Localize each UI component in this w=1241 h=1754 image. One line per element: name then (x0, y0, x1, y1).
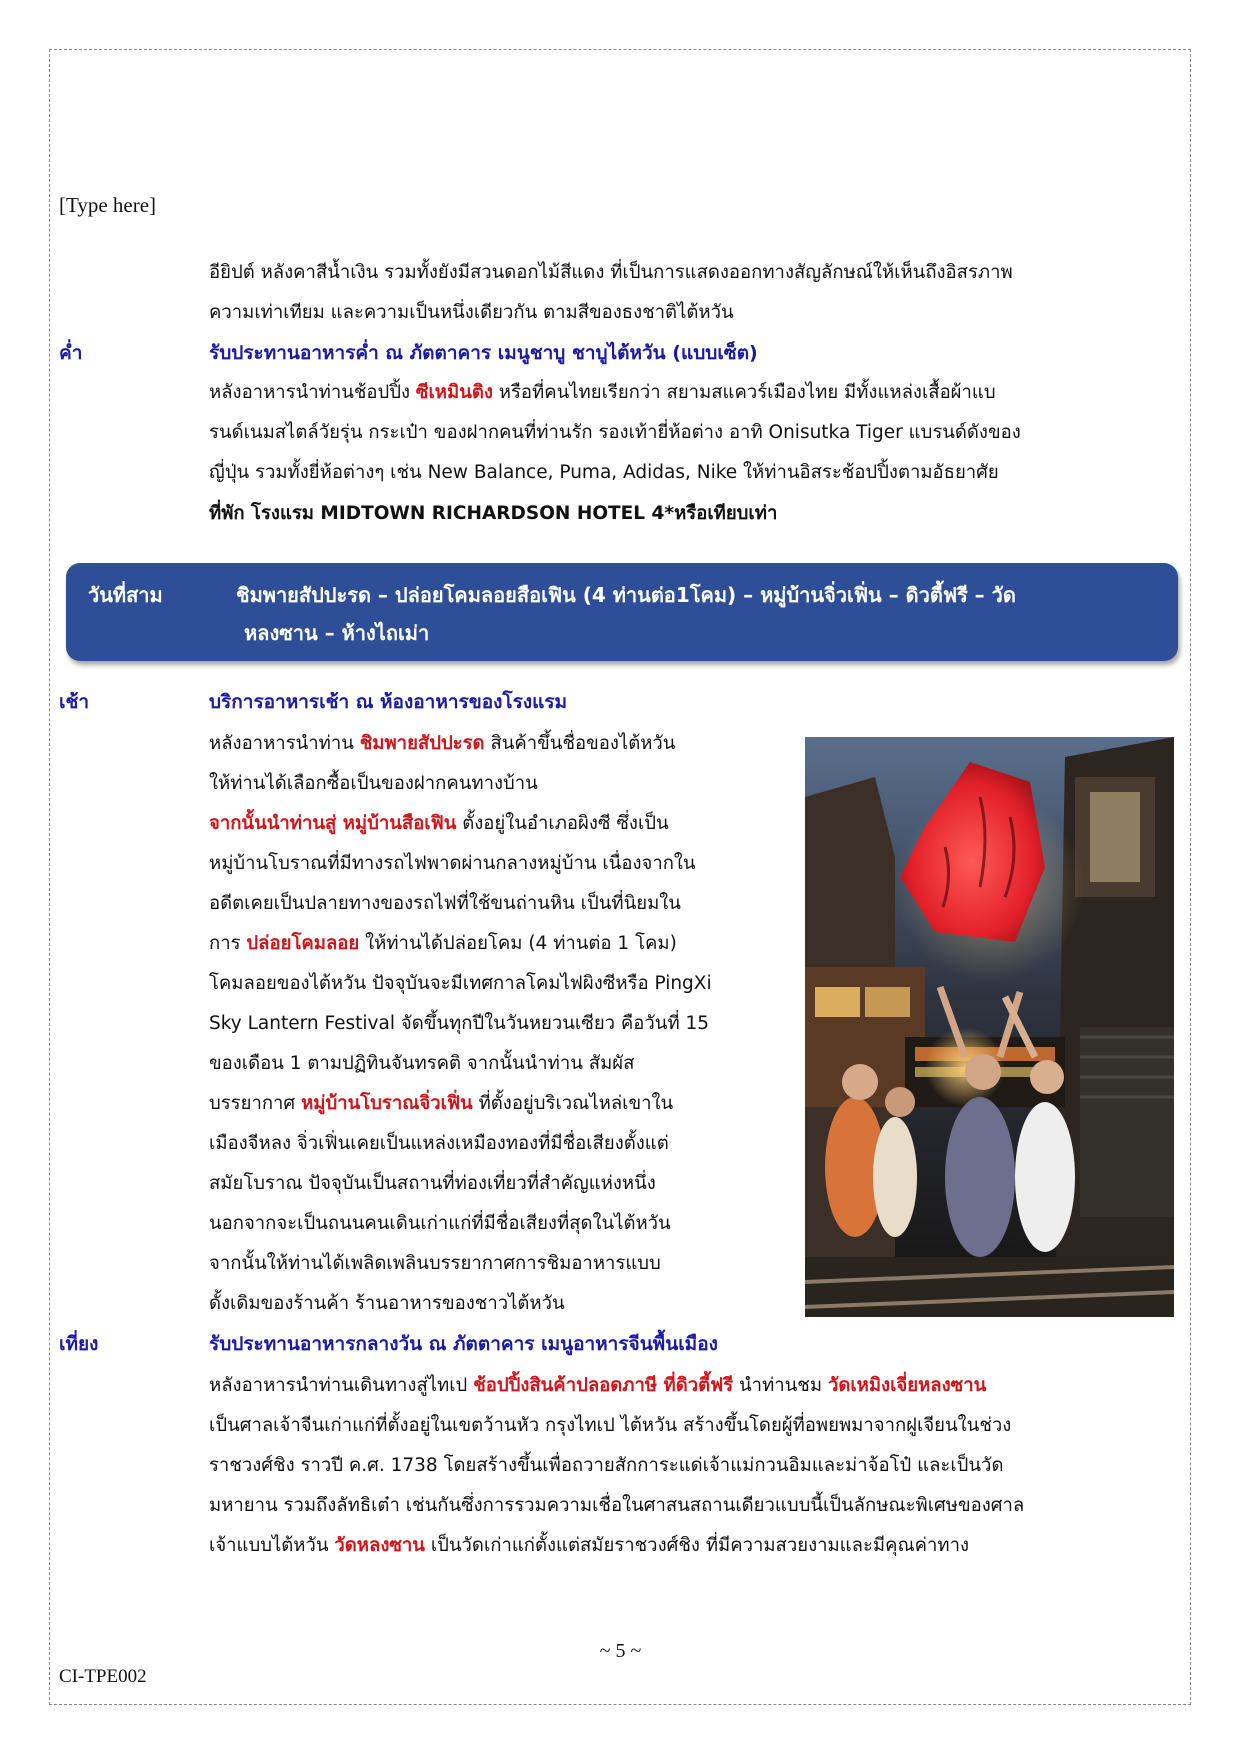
lunch-title: รับประทานอาหารกลางวัน ณ ภัตตาคาร เมนูอาหารจีนพื้นเมือง (209, 1333, 718, 1355)
day3-title-line-2: หลงซาน – ห้างไถเม่า (244, 621, 430, 645)
page-number: ~ 5 ~ (599, 1640, 642, 1662)
day3-title-line-1: ชิมพายสัปปะรด – ปล่อยโคมลอยสือเฟิน (4 ท่านต่อ1โคม) – หมู่บ้านจิ่วเฟิ่น – ดิวตี้ฟรี – วัด (236, 583, 1016, 607)
breakfast-line-15: ดั้งเดิมของร้านค้า ร้านอาหารของชาวไต้หวัน (209, 1293, 565, 1314)
lunch-line-4: มหายาน รวมถึงลัทธิเต๋า เช่นกันซึ่งการรวมความเชื่อในศาสนสถานเดียวแบบนี้เป็นลักษณะพิเศษของศาล (209, 1495, 1025, 1516)
sky-lantern-photo (805, 737, 1174, 1317)
breakfast-line-6: การ ปล่อยโคมลอย ให้ท่านได้ปล่อยโคม (4 ท่านต่อ 1 โคม) (209, 933, 677, 954)
breakfast-line-13: นอกจากจะเป็นถนนคนเดินเก่าแก่ที่มีชื่อเสียงที่สุดในไต้หวัน (209, 1213, 671, 1234)
lunch-label: เที่ยง (59, 1333, 99, 1355)
breakfast-line-4: หมู่บ้านโบราณที่มีทางรถไฟพาดผ่านกลางหมู่บ้าน เนื่องจากใน (209, 853, 696, 874)
breakfast-line-10: บรรยากาศ หมู่บ้านโบราณจิ่วเฟิ่น ที่ตั้งอยู่บริเวณไหล่เขาใน (209, 1093, 674, 1114)
shopping-highlight: ซีเหมินติง (415, 382, 493, 403)
breakfast-line-8: Sky Lantern Festival จัดขึ้นทุกปีในวันหยวนเซียว คือวันที่ 15 (209, 1013, 710, 1034)
lunch-line-5: เจ้าแบบไต้หวัน วัดหลงซาน เป็นวัดเก่าแก่ตั้งแต่สมัยราชวงศ์ชิง ที่มีความสวยงามและมีคุณค่าทาง (209, 1535, 969, 1556)
breakfast-line-7: โคมลอยของไต้หวัน ปัจจุบันจะมีเทศกาลโคมไฟผิงซีหรือ PingXi (209, 973, 712, 994)
breakfast-title: บริการอาหารเช้า ณ ห้องอาหารของโรงแรม (209, 691, 568, 713)
breakfast-line-11: เมืองจีหลง จิ่วเฟิ่นเคยเป็นแหล่งเหมืองทองที่มีชื่อเสียงตั้งแต่ (209, 1133, 669, 1154)
dinner-line-3: ญี่ปุ่น รวมทั้งยี่ห้อต่างๆ เช่น New Balance, Puma, Adidas, Nike ให้ท่านอิสระช้อปปิ้งตามอัธยาศัย (209, 462, 999, 483)
dinner-line-2: รนด์เนมสไตล์วัยรุ่น กระเป๋า ของฝากคนที่ท่านรัก รองเท้ายี่ห้อต่าง อาทิ Onisutka Tiger แบรนด์ดังของ (209, 422, 1021, 443)
dinner-title: รับประทานอาหารค่ำ ณ ภัตตาคาร เมนูชาบู ชาบูไต้หวัน (แบบเซ็ต) (209, 342, 758, 364)
lunch-line-3: ราชวงศ์ชิง ราวปี ค.ศ. 1738 โดยสร้างขึ้นเพื่อถวายสักการะแด่เจ้าแม่กวนอิมและม่าจ้อโป๋ และเป็นวัด (209, 1455, 1004, 1476)
breakfast-label: เช้า (59, 691, 90, 713)
breakfast-line-9: ของเดือน 1 ตามปฏิทินจันทรคติ จากนั้นนำท่าน สัมผัส (209, 1053, 635, 1074)
document-code: CI-TPE002 (59, 1666, 147, 1687)
lunch-line-2: เป็นศาลเจ้าจีนเก่าแก่ที่ตั้งอยู่ในเขตว้านหัว กรุงไทเป ไต้หวัน สร้างขึ้นโดยผู้ที่อพยพมาจากฝูเจียนในช่วง (209, 1415, 1012, 1436)
day3-banner (66, 563, 1178, 661)
dinner-line-1: หลังอาหารนำท่านช้อปปิ้ง ซีเหมินติง หรือที่คนไทยเรียกว่า สยามสแควร์เมืองไทย มีทั้งแหล่งเสื้อผ้าแบ (209, 382, 996, 403)
breakfast-line-14: จากนั้นให้ท่านได้เพลิดเพลินบรรยากาศการชิมอาหารแบบ (209, 1253, 661, 1274)
dinner-label: ค่ำ (59, 342, 83, 364)
breakfast-line-3: จากนั้นนำท่านสู่ หมู่บ้านสือเฟิน ตั้งอยู่ในอำเภอผิงซี ซึ่งเป็น (209, 813, 669, 834)
breakfast-line-12: สมัยโบราณ ปัจจุบันเป็นสถานที่ท่องเที่ยวที่สำคัญแห่งหนึ่ง (209, 1173, 656, 1194)
intro-line-2: ความเท่าเทียม และความเป็นหนึ่งเดียวกัน ตามสีของธงชาติไต้หวัน (209, 302, 734, 323)
breakfast-line-1: หลังอาหารนำท่าน ชิมพายสัปปะรด สินค้าขึ้นชื่อของไต้หวัน (209, 733, 676, 754)
header-placeholder: [Type here] (59, 193, 157, 217)
breakfast-line-5: อดีตเคยเป็นปลายทางของรถไฟที่ใช้ขนถ่านหิน เป็นที่นิยมใน (209, 893, 681, 914)
breakfast-line-2: ให้ท่านได้เลือกซื้อเป็นของฝากคนทางบ้าน (209, 773, 538, 794)
lunch-line-1: หลังอาหารนำท่านเดินทางสู่ไทเป ช้อปปิ้งสินค้าปลอดภาษี ที่ดิวตี้ฟรี นำท่านชม วัดเหมิงเจี่ยหลงซาน (209, 1375, 987, 1396)
day3-label: วันที่สาม (88, 583, 163, 607)
hotel-line: ที่พัก โรงแรม MIDTOWN RICHARDSON HOTEL 4*หรือเทียบเท่า (209, 503, 778, 524)
intro-line-1: อียิปต์ หลังคาสีน้ำเงิน รวมทั้งยังมีสวนดอกไม้สีแดง ที่เป็นการแสดงออกทางสัญลักษณ์ให้เห็นถึงอิสรภาพ (209, 262, 1013, 283)
